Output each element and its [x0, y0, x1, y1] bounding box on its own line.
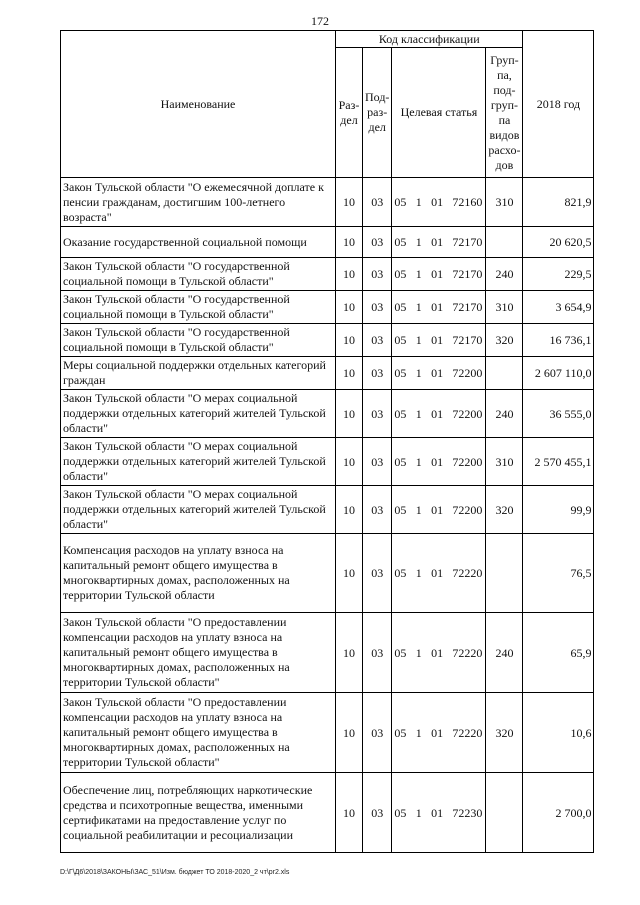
row-subsection: 03 — [363, 357, 392, 390]
table-row — [61, 390, 594, 438]
row-name: Закон Тульской области "О государственной социальной помощи в Тульской области" — [61, 324, 336, 357]
row-name: Оказание государственной социальной помощи — [61, 227, 336, 258]
target-article-parts — [394, 726, 482, 740]
target-article-part: 72200 — [452, 366, 483, 380]
row-subsection: 03 — [363, 390, 392, 438]
row-target-article — [392, 357, 486, 390]
target-article-part: 05 — [394, 566, 407, 580]
target-article-part: 72200 — [452, 406, 483, 421]
row-target-article — [392, 258, 486, 291]
target-article-part: 1 — [415, 454, 422, 469]
target-article-part: 72160 — [452, 195, 483, 209]
target-article-part: 72220 — [452, 645, 483, 660]
row-amount: 76,5 — [523, 534, 594, 613]
row-amount: 10,6 — [523, 693, 594, 773]
row-expense-group: 320 — [486, 324, 523, 357]
target-article-part: 72170 — [452, 333, 483, 347]
target-article-part: 01 — [431, 805, 444, 820]
row-expense-group — [486, 534, 523, 613]
row-target-article — [392, 291, 486, 324]
row-subsection: 03 — [363, 178, 392, 227]
table-row — [61, 534, 594, 613]
row-expense-group: 310 — [486, 291, 523, 324]
row-target-article — [392, 390, 486, 438]
row-subsection: 03 — [363, 773, 392, 853]
row-subsection: 03 — [363, 324, 392, 357]
target-article-part: 72230 — [452, 805, 483, 820]
target-article-part: 1 — [415, 805, 422, 820]
target-article-part: 01 — [431, 454, 444, 469]
row-name: Закон Тульской области "О государственной социальной помощи в Тульской области" — [61, 291, 336, 324]
row-amount: 821,9 — [523, 178, 594, 227]
page-number: 172 — [311, 14, 329, 28]
target-article-part: 72170 — [452, 300, 483, 314]
target-article-part: 01 — [431, 406, 444, 421]
header-section — [336, 48, 363, 178]
target-article-part: 72170 — [452, 267, 483, 281]
row-name: Меры социальной поддержки отдельных категорий граждан — [61, 357, 336, 390]
row-section: 10 — [336, 773, 363, 853]
row-subsection: 03 — [363, 613, 392, 693]
row-amount: 20 620,5 — [523, 227, 594, 258]
row-amount: 2 700,0 — [523, 773, 594, 853]
target-article-part: 05 — [394, 502, 407, 517]
budget-table — [60, 30, 594, 853]
table-row — [61, 178, 594, 227]
target-article-part: 72200 — [452, 502, 483, 517]
row-subsection: 03 — [363, 291, 392, 324]
row-amount: 99,9 — [523, 486, 594, 534]
target-article-part: 72220 — [452, 566, 483, 580]
table-body — [61, 178, 594, 853]
target-article-part: 05 — [394, 645, 407, 660]
target-article-part: 05 — [394, 805, 407, 820]
row-name: Закон Тульской области "О предоставлении компенсации расходов на уплату взноса на капитальный ремонт общего имущества в многоквартирных домах, расположенных на территории Тульской области" — [61, 613, 336, 693]
table-row — [61, 438, 594, 486]
row-name: Закон Тульской области "О государственной социальной помощи в Тульской области" — [61, 258, 336, 291]
row-section: 10 — [336, 357, 363, 390]
target-article-parts — [394, 267, 482, 281]
target-article-part: 05 — [394, 725, 407, 740]
table-row — [61, 291, 594, 324]
target-article-parts — [394, 195, 482, 209]
target-article-part: 1 — [415, 195, 422, 209]
target-article-part: 05 — [394, 267, 407, 281]
row-section: 10 — [336, 613, 363, 693]
header-section-text: Раз- дел — [338, 97, 360, 127]
header-target-article: Целевая статья — [392, 48, 486, 178]
target-article-parts — [394, 646, 482, 660]
target-article-parts — [394, 806, 482, 820]
row-amount: 65,9 — [523, 613, 594, 693]
target-article-part: 1 — [415, 502, 422, 517]
row-target-article — [392, 613, 486, 693]
target-article-part: 01 — [431, 502, 444, 517]
row-amount: 2 607 110,0 — [523, 357, 594, 390]
row-section: 10 — [336, 324, 363, 357]
target-article-parts — [394, 366, 482, 380]
header-expense-group-text: Груп- па, под- груп- па видов расхо- дов — [488, 52, 521, 172]
row-section: 10 — [336, 534, 363, 613]
row-expense-group — [486, 227, 523, 258]
row-expense-group: 240 — [486, 258, 523, 291]
row-amount: 36 555,0 — [523, 390, 594, 438]
row-subsection: 03 — [363, 693, 392, 773]
header-subsection — [363, 48, 392, 178]
row-target-article — [392, 324, 486, 357]
target-article-part: 1 — [415, 366, 422, 380]
row-expense-group: 310 — [486, 178, 523, 227]
row-target-article — [392, 486, 486, 534]
target-article-parts — [394, 235, 482, 249]
header-classification: Код классификации — [336, 31, 523, 48]
row-subsection: 03 — [363, 438, 392, 486]
header-subsection-text: Под- раз- дел — [365, 90, 390, 134]
table-row — [61, 258, 594, 291]
table-row — [61, 357, 594, 390]
target-article-part: 01 — [431, 333, 444, 347]
row-subsection: 03 — [363, 258, 392, 291]
target-article-part: 72200 — [452, 454, 483, 469]
row-target-article — [392, 693, 486, 773]
row-expense-group: 310 — [486, 438, 523, 486]
row-section: 10 — [336, 693, 363, 773]
target-article-part: 1 — [415, 725, 422, 740]
row-target-article — [392, 227, 486, 258]
header-year: 2018 год — [523, 31, 594, 178]
header-row-top — [61, 31, 594, 48]
row-name: Закон Тульской области "О предоставлении компенсации расходов на уплату взноса на капитальный ремонт общего имущества в многоквартирных домах, расположенных на территории Тульской области" — [61, 693, 336, 773]
row-amount: 3 654,9 — [523, 291, 594, 324]
target-article-part: 05 — [394, 366, 407, 380]
row-section: 10 — [336, 438, 363, 486]
row-target-article — [392, 534, 486, 613]
row-section: 10 — [336, 291, 363, 324]
target-article-part: 01 — [431, 366, 444, 380]
file-path-footer: D:\Г\Д6\2018\ЗАКОНЫ\ЗАС_51\Изм. бюджет ТО 2018-2020_2 чт\pr2.xls — [60, 869, 290, 876]
row-section: 10 — [336, 178, 363, 227]
table-row — [61, 693, 594, 773]
row-amount: 16 736,1 — [523, 324, 594, 357]
target-article-part: 1 — [415, 300, 422, 314]
target-article-part: 01 — [431, 235, 444, 249]
row-name: Обеспечение лиц, потребляющих наркотические средства и психотропные вещества, именными сертификатами на предоставление услуг по социальной реабилитации и ресоциализации — [61, 773, 336, 853]
row-subsection: 03 — [363, 227, 392, 258]
row-expense-group — [486, 357, 523, 390]
row-target-article — [392, 438, 486, 486]
target-article-part: 05 — [394, 300, 407, 314]
target-article-part: 05 — [394, 235, 407, 249]
row-section: 10 — [336, 258, 363, 291]
target-article-part: 05 — [394, 333, 407, 347]
target-article-part: 05 — [394, 406, 407, 421]
row-amount: 229,5 — [523, 258, 594, 291]
target-article-parts — [394, 333, 482, 347]
target-article-part: 1 — [415, 645, 422, 660]
table-row — [61, 486, 594, 534]
target-article-part: 72170 — [452, 235, 483, 249]
target-article-part: 01 — [431, 566, 444, 580]
target-article-part: 72220 — [452, 725, 483, 740]
target-article-part: 05 — [394, 195, 407, 209]
row-subsection: 03 — [363, 486, 392, 534]
row-subsection: 03 — [363, 534, 392, 613]
target-article-part: 01 — [431, 195, 444, 209]
row-expense-group: 240 — [486, 390, 523, 438]
header-expense-group — [486, 48, 523, 178]
target-article-part: 1 — [415, 267, 422, 281]
target-article-parts — [394, 407, 482, 421]
target-article-part: 01 — [431, 300, 444, 314]
target-article-part: 1 — [415, 566, 422, 580]
target-article-parts — [394, 300, 482, 314]
row-amount: 2 570 455,1 — [523, 438, 594, 486]
target-article-part: 01 — [431, 725, 444, 740]
table-row — [61, 613, 594, 693]
row-name: Закон Тульской области "О мерах социальной поддержки отдельных категорий жителей Тульской области" — [61, 390, 336, 438]
target-article-part: 1 — [415, 406, 422, 421]
row-name: Закон Тульской области "О мерах социальной поддержки отдельных категорий жителей Тульской области" — [61, 486, 336, 534]
table-row — [61, 227, 594, 258]
row-name: Закон Тульской области "О мерах социальной поддержки отдельных категорий жителей Тульской области" — [61, 438, 336, 486]
target-article-part: 01 — [431, 645, 444, 660]
row-section: 10 — [336, 486, 363, 534]
row-target-article — [392, 773, 486, 853]
row-name: Закон Тульской области "О ежемесячной доплате к пенсии гражданам, достигшим 100-летнего возраста" — [61, 178, 336, 227]
row-expense-group: 240 — [486, 613, 523, 693]
row-expense-group: 320 — [486, 486, 523, 534]
target-article-parts — [394, 503, 482, 517]
table-row — [61, 773, 594, 853]
target-article-part: 05 — [394, 454, 407, 469]
target-article-parts — [394, 566, 482, 580]
row-section: 10 — [336, 390, 363, 438]
target-article-part: 1 — [415, 333, 422, 347]
row-expense-group — [486, 773, 523, 853]
row-expense-group: 320 — [486, 693, 523, 773]
table-row — [61, 324, 594, 357]
target-article-parts — [394, 455, 482, 469]
row-target-article — [392, 178, 486, 227]
target-article-part: 01 — [431, 267, 444, 281]
row-name: Компенсация расходов на уплату взноса на капитальный ремонт общего имущества в многоквартирных домах, расположенных на территории Тульской области — [61, 534, 336, 613]
header-name: Наименование — [61, 31, 336, 178]
row-section: 10 — [336, 227, 363, 258]
target-article-part: 1 — [415, 235, 422, 249]
